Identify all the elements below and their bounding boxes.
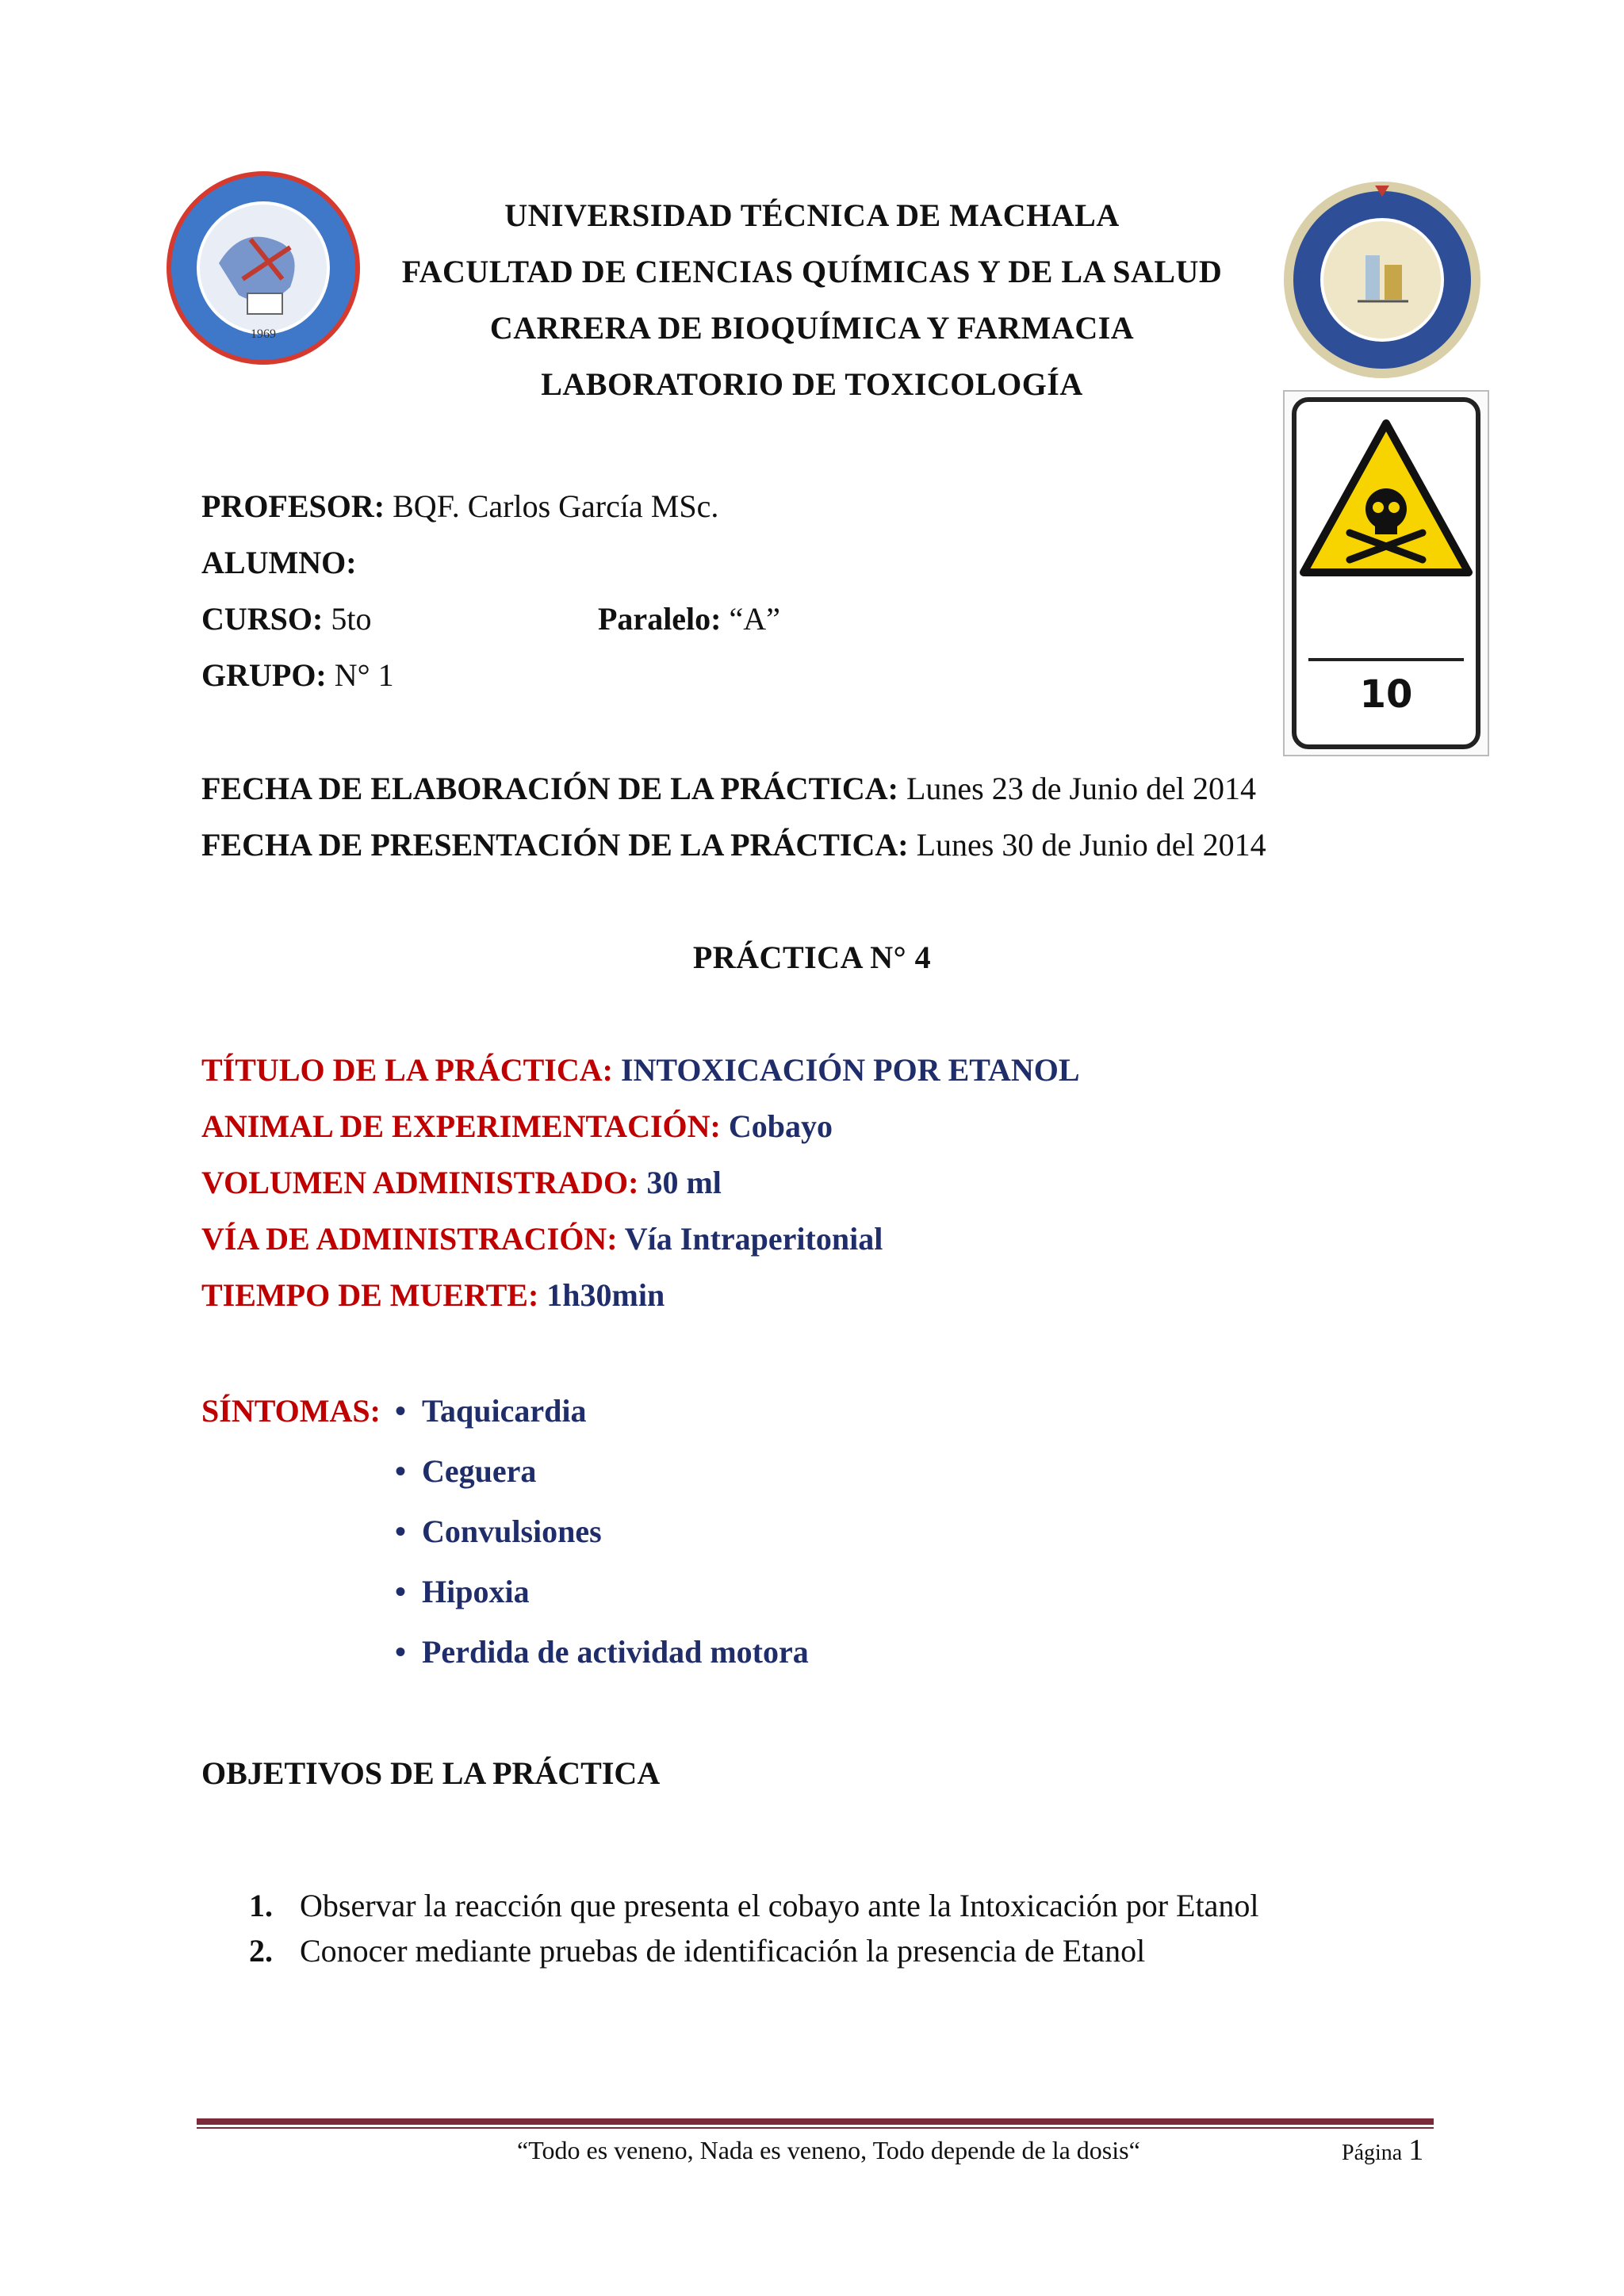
symptom-item [395,1452,536,1490]
curso-line [201,600,371,637]
footer-quote: “Todo es veneno, Nada es veneno, Todo depende de la dosis“ [517,2136,1140,2164]
tiempo-value: 1h30min [538,1277,665,1313]
objective-number: 1. [249,1888,273,1923]
symptom-text: Hipoxia [422,1574,530,1609]
objective-text: Observar la reacción que presenta el cobayo ante la Intoxicación por Etanol [300,1888,1259,1923]
curso-label: CURSO: [201,601,324,637]
objective-text: Conocer mediante pruebas de identificación la presencia de Etanol [300,1933,1146,1969]
symptom-text: Convulsiones [422,1513,602,1549]
symptom-text: Perdida de actividad motora [422,1634,809,1670]
objective-item [249,1932,1145,1969]
grupo-line [201,656,394,694]
fecha-elaboracion-line [201,770,1256,807]
symptom-item [395,1573,530,1610]
footer-rule [197,2118,1434,2125]
fecha-elaboracion-label: FECHA DE ELABORACIÓN DE LA PRÁCTICA: [201,771,898,806]
curso-value: 5to [323,601,372,637]
alumno-label: ALUMNO: [201,545,357,580]
volumen-line [201,1164,722,1201]
bullet-icon: • [395,1453,407,1489]
grupo-label: GRUPO: [201,657,327,693]
fecha-presentacion-value: Lunes 30 de Junio del 2014 [908,827,1266,863]
animal-line [201,1108,833,1145]
hazard-number: 10 [1359,672,1413,717]
volumen-label: VOLUMEN ADMINISTRADO: [201,1165,639,1200]
left-seal-year: 1969 [251,327,276,341]
tiempo-label: TIEMPO DE MUERTE: [201,1277,539,1313]
footer-rule-thin [197,2127,1434,2129]
profesor-line [201,488,718,525]
lab-name: LABORATORIO DE TOXICOLOGÍA [541,366,1083,402]
symptom-item [395,1513,602,1550]
sintomas-label: SÍNTOMAS: [201,1393,381,1429]
fecha-presentacion-label: FECHA DE PRESENTACIÓN DE LA PRÁCTICA: [201,827,909,863]
paralelo-label: Paralelo: [598,601,722,637]
page-indicator [1342,2133,1423,2168]
profesor-label: PROFESOR: [201,488,385,524]
bullet-icon: • [395,1513,407,1549]
objective-item [249,1887,1258,1924]
university-name: UNIVERSIDAD TÉCNICA DE MACHALA [504,197,1120,233]
via-value: Vía Intraperitonial [617,1221,883,1257]
via-label: VÍA DE ADMINISTRACIÓN: [201,1221,618,1257]
toxic-hazard-sign [1283,390,1489,756]
page-number: 1 [1408,2133,1424,2167]
fecha-elaboracion-value: Lunes 23 de Junio del 2014 [898,771,1257,806]
page-label: Página [1342,2141,1403,2165]
paralelo-value: “A” [721,601,780,637]
bullet-icon: • [395,1393,407,1429]
titulo-value: INTOXICACIÓN POR ETANOL [612,1052,1080,1088]
objectives-heading: OBJETIVOS DE LA PRÁCTICA [201,1755,661,1791]
bullet-icon: • [395,1574,407,1609]
paralelo-line [598,600,780,637]
titulo-line [201,1051,1080,1089]
symptom-text: Ceguera [422,1453,537,1489]
titulo-label: TÍTULO DE LA PRÁCTICA: [201,1052,613,1088]
animal-label: ANIMAL DE EXPERIMENTACIÓN: [201,1108,721,1144]
symptom-text: Taquicardia [422,1393,587,1429]
fecha-presentacion-line [201,826,1266,863]
faculty-name: FACULTAD DE CIENCIAS QUÍMICAS Y DE LA SALUD [401,254,1223,289]
animal-value: Cobayo [720,1108,833,1144]
volumen-value: 30 ml [638,1165,722,1200]
tiempo-line [201,1276,665,1314]
alumno-line [201,544,357,581]
bullet-icon: • [395,1634,407,1670]
profesor-value: BQF. Carlos García MSc. [385,488,719,524]
objective-number: 2. [249,1933,273,1969]
symptom-item [395,1633,809,1670]
practice-number: PRÁCTICA N° 4 [692,939,932,975]
symptom-item [395,1392,586,1429]
via-line [201,1220,883,1257]
grupo-value: N° 1 [326,657,394,693]
career-name: CARRERA DE BIOQUÍMICA Y FARMACIA [489,310,1135,346]
